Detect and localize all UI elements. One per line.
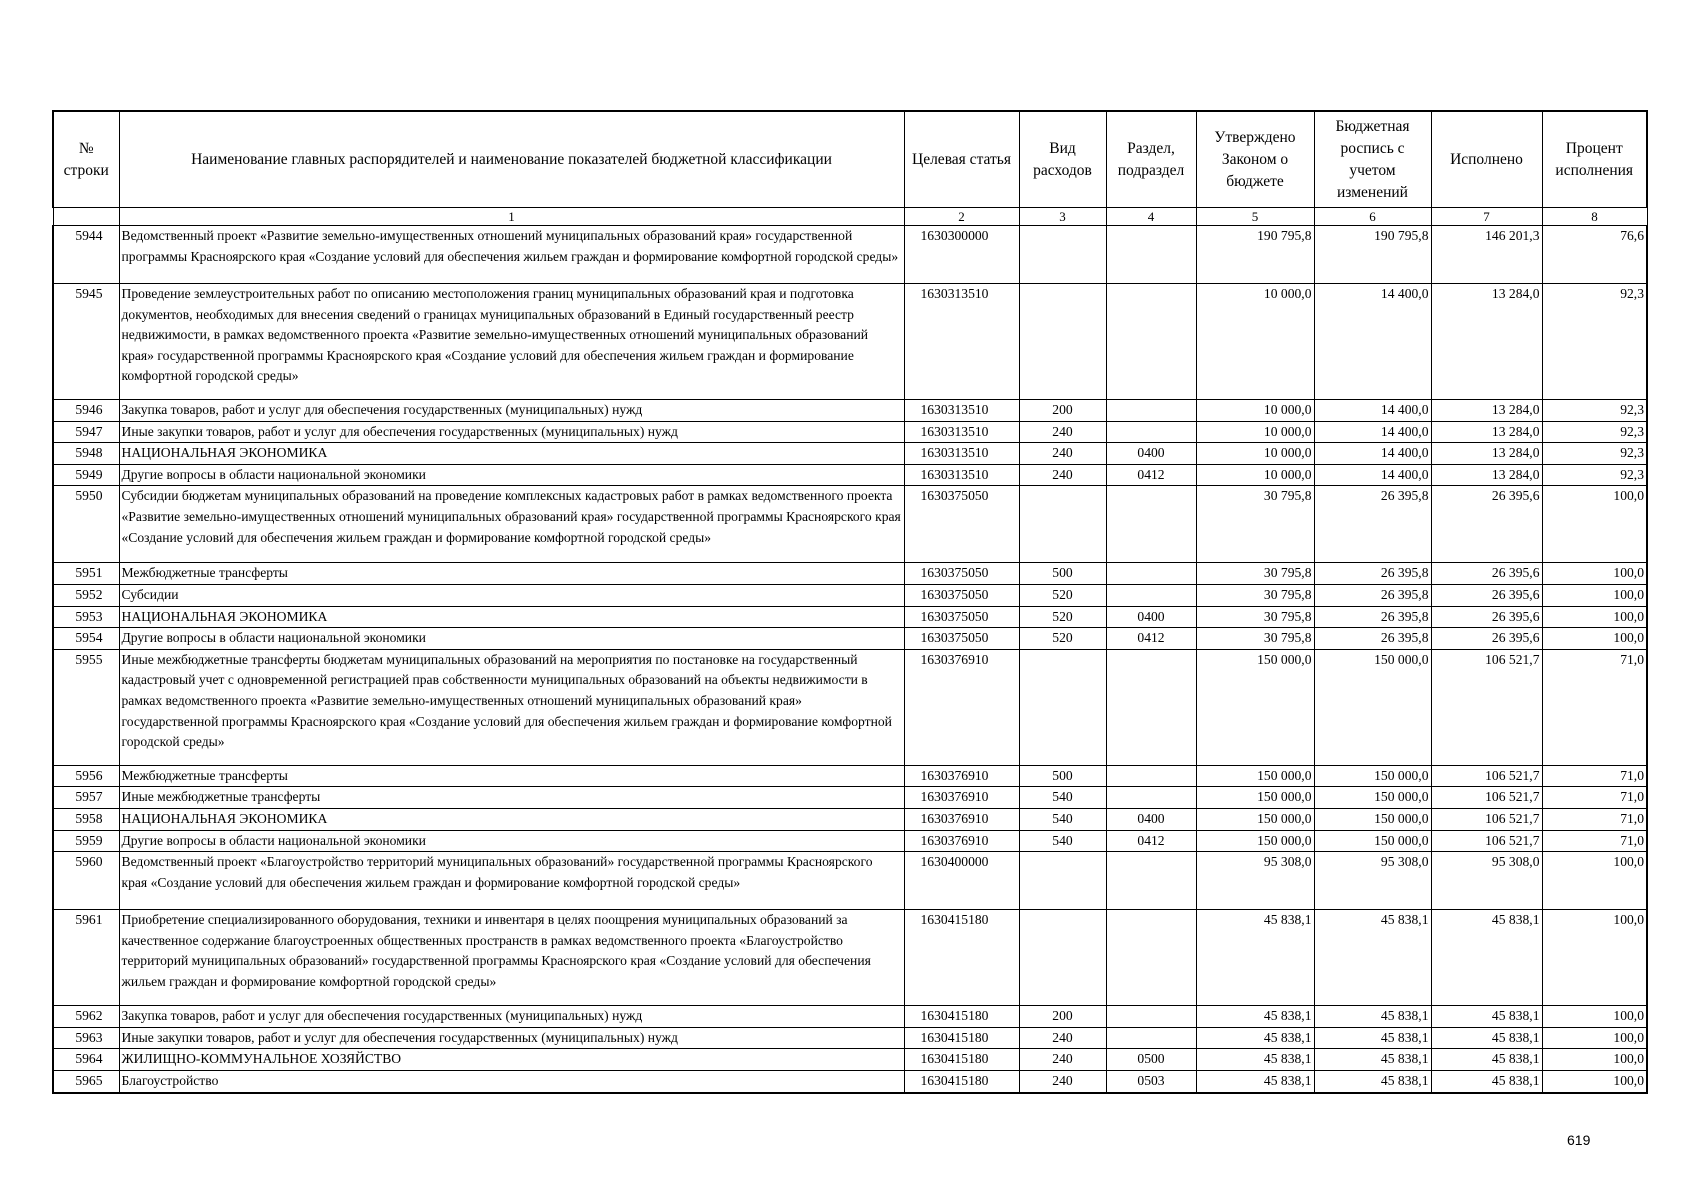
table-row <box>53 284 1647 400</box>
table-row <box>53 649 1647 765</box>
row-budget-schedule: 26 395,8 <box>1314 486 1431 563</box>
row-expense-type: 240 <box>1019 443 1106 465</box>
row-budget-schedule: 14 400,0 <box>1314 400 1431 422</box>
row-target-article: 1630313510 <box>904 284 1019 400</box>
row-number: 5964 <box>53 1049 119 1071</box>
row-number: 5948 <box>53 443 119 465</box>
row-budget-schedule: 150 000,0 <box>1314 830 1431 852</box>
row-number: 5946 <box>53 400 119 422</box>
column-number: 3 <box>1019 208 1106 226</box>
table-row <box>53 1006 1647 1028</box>
row-number: 5958 <box>53 808 119 830</box>
row-approved: 10 000,0 <box>1196 284 1314 400</box>
table-row <box>53 486 1647 563</box>
row-approved: 45 838,1 <box>1196 1006 1314 1028</box>
row-target-article: 1630415180 <box>904 1006 1019 1028</box>
row-executed: 26 395,6 <box>1431 584 1542 606</box>
row-name: НАЦИОНАЛЬНАЯ ЭКОНОМИКА <box>119 808 904 830</box>
row-executed: 13 284,0 <box>1431 464 1542 486</box>
row-expense-type: 540 <box>1019 830 1106 852</box>
table-row <box>53 1070 1647 1092</box>
column-number: 7 <box>1431 208 1542 226</box>
header-section: Раздел, подраздел <box>1106 111 1196 208</box>
column-number: 5 <box>1196 208 1314 226</box>
row-executed: 26 395,6 <box>1431 563 1542 585</box>
row-approved: 30 795,8 <box>1196 563 1314 585</box>
row-target-article: 1630375050 <box>904 584 1019 606</box>
row-percent: 71,0 <box>1542 830 1647 852</box>
row-target-article: 1630376910 <box>904 808 1019 830</box>
row-section: 0412 <box>1106 628 1196 650</box>
row-percent: 92,3 <box>1542 284 1647 400</box>
table-row <box>53 852 1647 910</box>
row-budget-schedule: 45 838,1 <box>1314 1049 1431 1071</box>
row-target-article: 1630313510 <box>904 464 1019 486</box>
row-number: 5955 <box>53 649 119 765</box>
row-section: 0400 <box>1106 808 1196 830</box>
row-executed: 106 521,7 <box>1431 787 1542 809</box>
row-section: 0412 <box>1106 464 1196 486</box>
row-percent: 100,0 <box>1542 628 1647 650</box>
row-section <box>1106 765 1196 787</box>
row-percent: 100,0 <box>1542 563 1647 585</box>
row-target-article: 1630375050 <box>904 486 1019 563</box>
table-row <box>53 584 1647 606</box>
row-approved: 45 838,1 <box>1196 910 1314 1006</box>
row-target-article: 1630415180 <box>904 1049 1019 1071</box>
row-percent: 100,0 <box>1542 910 1647 1006</box>
column-number: 2 <box>904 208 1019 226</box>
row-name: Закупка товаров, работ и услуг для обеспечения государственных (муниципальных) нужд <box>119 1006 904 1028</box>
row-target-article: 1630375050 <box>904 606 1019 628</box>
row-budget-schedule: 45 838,1 <box>1314 1070 1431 1092</box>
row-budget-schedule: 26 395,8 <box>1314 584 1431 606</box>
column-number: 8 <box>1542 208 1647 226</box>
row-section <box>1106 584 1196 606</box>
row-section: 0400 <box>1106 443 1196 465</box>
row-percent: 71,0 <box>1542 787 1647 809</box>
row-name: Межбюджетные трансферты <box>119 563 904 585</box>
row-number: 5959 <box>53 830 119 852</box>
row-percent: 100,0 <box>1542 1049 1647 1071</box>
row-name: Благоустройство <box>119 1070 904 1092</box>
table-row <box>53 400 1647 422</box>
column-number: 6 <box>1314 208 1431 226</box>
row-budget-schedule: 150 000,0 <box>1314 787 1431 809</box>
row-budget-schedule: 45 838,1 <box>1314 910 1431 1006</box>
row-number: 5962 <box>53 1006 119 1028</box>
row-approved: 150 000,0 <box>1196 787 1314 809</box>
row-approved: 10 000,0 <box>1196 464 1314 486</box>
row-name: Закупка товаров, работ и услуг для обеспечения государственных (муниципальных) нужд <box>119 400 904 422</box>
table-row <box>53 910 1647 1006</box>
table-row <box>53 830 1647 852</box>
row-executed: 95 308,0 <box>1431 852 1542 910</box>
row-budget-schedule: 45 838,1 <box>1314 1006 1431 1028</box>
row-budget-schedule: 190 795,8 <box>1314 226 1431 284</box>
header-budget-schedule: Бюджетная роспись с учетом изменений <box>1314 111 1431 208</box>
row-section <box>1106 226 1196 284</box>
row-name: Другие вопросы в области национальной экономики <box>119 830 904 852</box>
row-percent: 100,0 <box>1542 486 1647 563</box>
row-number: 5947 <box>53 421 119 443</box>
row-name: Иные закупки товаров, работ и услуг для обеспечения государственных (муниципальных) нужд <box>119 1027 904 1049</box>
row-section <box>1106 400 1196 422</box>
row-name: НАЦИОНАЛЬНАЯ ЭКОНОМИКА <box>119 443 904 465</box>
row-section: 0412 <box>1106 830 1196 852</box>
row-name: Субсидии бюджетам муниципальных образований на проведение комплексных кадастровых работ в рамках ведомственного проекта «Развитие земельно-имущественных отношений муниципальных образований края» государственной программы Красноярского края «Создание условий для обеспечения жильем граждан и формирование комфортной городской среды» <box>119 486 904 563</box>
row-approved: 45 838,1 <box>1196 1027 1314 1049</box>
row-name: Ведомственный проект «Развитие земельно-имущественных отношений муниципальных образований края» государственной программы Красноярского края «Создание условий для обеспечения жильем граждан и формирование комфортной городской среды» <box>119 226 904 284</box>
row-number: 5954 <box>53 628 119 650</box>
row-name: Ведомственный проект «Благоустройство территорий муниципальных образований» государственной программы Красноярского края «Создание условий для обеспечения жильем граждан и формирование комфортной городской среды» <box>119 852 904 910</box>
row-number: 5950 <box>53 486 119 563</box>
row-expense-type: 240 <box>1019 1027 1106 1049</box>
row-section: 0503 <box>1106 1070 1196 1092</box>
row-name: НАЦИОНАЛЬНАЯ ЭКОНОМИКА <box>119 606 904 628</box>
row-budget-schedule: 14 400,0 <box>1314 464 1431 486</box>
row-approved: 45 838,1 <box>1196 1070 1314 1092</box>
row-executed: 26 395,6 <box>1431 628 1542 650</box>
row-section <box>1106 787 1196 809</box>
row-section <box>1106 852 1196 910</box>
row-name: Иные закупки товаров, работ и услуг для обеспечения государственных (муниципальных) нужд <box>119 421 904 443</box>
table-row <box>53 563 1647 585</box>
row-section <box>1106 421 1196 443</box>
row-approved: 10 000,0 <box>1196 400 1314 422</box>
row-section <box>1106 1027 1196 1049</box>
row-expense-type: 540 <box>1019 808 1106 830</box>
row-section <box>1106 284 1196 400</box>
row-target-article: 1630376910 <box>904 765 1019 787</box>
row-expense-type: 200 <box>1019 400 1106 422</box>
row-budget-schedule: 14 400,0 <box>1314 421 1431 443</box>
row-section <box>1106 486 1196 563</box>
row-approved: 10 000,0 <box>1196 421 1314 443</box>
header-approved: Утверждено Законом о бюджете <box>1196 111 1314 208</box>
row-approved: 30 795,8 <box>1196 584 1314 606</box>
table-row <box>53 421 1647 443</box>
row-expense-type: 240 <box>1019 1070 1106 1092</box>
row-budget-schedule: 45 838,1 <box>1314 1027 1431 1049</box>
row-executed: 45 838,1 <box>1431 910 1542 1006</box>
row-number: 5944 <box>53 226 119 284</box>
row-name: Иные межбюджетные трансферты бюджетам муниципальных образований на мероприятия по постановке на государственный кадастровый учет с одновременной регистрацией прав собственности муниципальных образований на объекты недвижимости в рамках ведомственного проекта «Развитие земельно-имущественных отношений муниципальных образований края» государственной программы Красноярского края «Создание условий для обеспечения жильем граждан и формирование комфортной городской среды» <box>119 649 904 765</box>
row-target-article: 1630376910 <box>904 649 1019 765</box>
table-row <box>53 628 1647 650</box>
page-number: 619 <box>1567 1132 1591 1148</box>
row-approved: 30 795,8 <box>1196 486 1314 563</box>
budget-table-container <box>52 110 1646 1094</box>
row-target-article: 1630415180 <box>904 1070 1019 1092</box>
row-expense-type: 540 <box>1019 787 1106 809</box>
row-target-article: 1630376910 <box>904 830 1019 852</box>
row-target-article: 1630400000 <box>904 852 1019 910</box>
row-percent: 92,3 <box>1542 421 1647 443</box>
row-section <box>1106 563 1196 585</box>
row-expense-type: 240 <box>1019 464 1106 486</box>
row-executed: 45 838,1 <box>1431 1049 1542 1071</box>
row-number: 5957 <box>53 787 119 809</box>
row-number: 5952 <box>53 584 119 606</box>
row-percent: 100,0 <box>1542 1070 1647 1092</box>
row-target-article: 1630313510 <box>904 421 1019 443</box>
row-number: 5965 <box>53 1070 119 1092</box>
table-body <box>53 226 1647 1093</box>
row-target-article: 1630415180 <box>904 910 1019 1006</box>
row-section: 0500 <box>1106 1049 1196 1071</box>
row-target-article: 1630376910 <box>904 787 1019 809</box>
row-expense-type <box>1019 852 1106 910</box>
table-row <box>53 1049 1647 1071</box>
row-approved: 45 838,1 <box>1196 1049 1314 1071</box>
row-expense-type <box>1019 910 1106 1006</box>
row-number: 5961 <box>53 910 119 1006</box>
table-row <box>53 464 1647 486</box>
header-target-article: Целевая статья <box>904 111 1019 208</box>
table-row <box>53 1027 1647 1049</box>
row-target-article: 1630375050 <box>904 628 1019 650</box>
row-number: 5945 <box>53 284 119 400</box>
row-number: 5960 <box>53 852 119 910</box>
row-approved: 150 000,0 <box>1196 765 1314 787</box>
row-percent: 100,0 <box>1542 606 1647 628</box>
row-percent: 71,0 <box>1542 808 1647 830</box>
row-budget-schedule: 95 308,0 <box>1314 852 1431 910</box>
row-section <box>1106 649 1196 765</box>
row-name: Проведение землеустроительных работ по описанию местоположения границ муниципальных образований края и подготовка документов, необходимых для внесения сведений о границах муниципальных образований в Единый государственный реестр недвижимости, в рамках ведомственного проекта «Развитие земельно-имущественных отношений муниципальных образований края» государственной программы Красноярского края «Создание условий для обеспечения жильем граждан и формирование комфортной городской среды» <box>119 284 904 400</box>
column-number: 1 <box>119 208 904 226</box>
row-expense-type <box>1019 486 1106 563</box>
row-executed: 146 201,3 <box>1431 226 1542 284</box>
row-budget-schedule: 150 000,0 <box>1314 808 1431 830</box>
row-budget-schedule: 14 400,0 <box>1314 443 1431 465</box>
row-approved: 30 795,8 <box>1196 628 1314 650</box>
row-number: 5953 <box>53 606 119 628</box>
row-executed: 13 284,0 <box>1431 400 1542 422</box>
column-number-row <box>53 208 1647 226</box>
row-name: Межбюджетные трансферты <box>119 765 904 787</box>
row-executed: 106 521,7 <box>1431 808 1542 830</box>
row-percent: 76,6 <box>1542 226 1647 284</box>
row-percent: 100,0 <box>1542 852 1647 910</box>
row-expense-type <box>1019 284 1106 400</box>
row-section: 0400 <box>1106 606 1196 628</box>
row-expense-type: 240 <box>1019 421 1106 443</box>
row-name: Субсидии <box>119 584 904 606</box>
table-row <box>53 443 1647 465</box>
row-executed: 13 284,0 <box>1431 284 1542 400</box>
row-name: Другие вопросы в области национальной экономики <box>119 628 904 650</box>
row-executed: 13 284,0 <box>1431 421 1542 443</box>
table-row <box>53 787 1647 809</box>
row-percent: 71,0 <box>1542 649 1647 765</box>
header-expense-type: Вид расходов <box>1019 111 1106 208</box>
row-executed: 106 521,7 <box>1431 830 1542 852</box>
row-number: 5963 <box>53 1027 119 1049</box>
column-number-blank <box>53 208 119 226</box>
row-percent: 92,3 <box>1542 400 1647 422</box>
row-target-article: 1630415180 <box>904 1027 1019 1049</box>
row-executed: 106 521,7 <box>1431 765 1542 787</box>
row-expense-type: 240 <box>1019 1049 1106 1071</box>
row-target-article: 1630300000 <box>904 226 1019 284</box>
row-target-article: 1630313510 <box>904 443 1019 465</box>
row-expense-type <box>1019 226 1106 284</box>
row-executed: 26 395,6 <box>1431 486 1542 563</box>
row-expense-type: 520 <box>1019 584 1106 606</box>
budget-execution-table <box>52 110 1648 1094</box>
row-budget-schedule: 150 000,0 <box>1314 649 1431 765</box>
row-name: ЖИЛИЩНО-КОММУНАЛЬНОЕ ХОЗЯЙСТВО <box>119 1049 904 1071</box>
row-executed: 45 838,1 <box>1431 1006 1542 1028</box>
row-executed: 13 284,0 <box>1431 443 1542 465</box>
row-approved: 95 308,0 <box>1196 852 1314 910</box>
row-expense-type <box>1019 649 1106 765</box>
column-number: 4 <box>1106 208 1196 226</box>
row-number: 5949 <box>53 464 119 486</box>
row-name: Другие вопросы в области национальной экономики <box>119 464 904 486</box>
row-percent: 100,0 <box>1542 584 1647 606</box>
row-target-article: 1630375050 <box>904 563 1019 585</box>
header-row-no: № строки <box>53 111 119 208</box>
row-executed: 45 838,1 <box>1431 1070 1542 1092</box>
row-section <box>1106 910 1196 1006</box>
row-approved: 150 000,0 <box>1196 649 1314 765</box>
row-percent: 92,3 <box>1542 443 1647 465</box>
row-number: 5956 <box>53 765 119 787</box>
row-percent: 100,0 <box>1542 1006 1647 1028</box>
row-budget-schedule: 150 000,0 <box>1314 765 1431 787</box>
header-percent: Процент исполнения <box>1542 111 1647 208</box>
row-executed: 26 395,6 <box>1431 606 1542 628</box>
row-approved: 30 795,8 <box>1196 606 1314 628</box>
header-name: Наименование главных распорядителей и наименование показателей бюджетной классификации <box>119 111 904 208</box>
row-expense-type: 520 <box>1019 606 1106 628</box>
row-name: Приобретение специализированного оборудования, техники и инвентаря в целях поощрения муниципальных образований за качественное содержание благоустроенных общественных пространств в рамках ведомственного проекта «Благоустройство территорий муниципальных образований» государственной программы Красноярского края «Создание условий для обеспечения жильем граждан и формирование комфортной городской среды» <box>119 910 904 1006</box>
row-executed: 45 838,1 <box>1431 1027 1542 1049</box>
table-row <box>53 226 1647 284</box>
row-target-article: 1630313510 <box>904 400 1019 422</box>
row-name: Иные межбюджетные трансферты <box>119 787 904 809</box>
row-percent: 100,0 <box>1542 1027 1647 1049</box>
row-percent: 71,0 <box>1542 765 1647 787</box>
table-row <box>53 606 1647 628</box>
header-row <box>53 111 1647 208</box>
row-section <box>1106 1006 1196 1028</box>
row-expense-type: 500 <box>1019 765 1106 787</box>
row-budget-schedule: 26 395,8 <box>1314 563 1431 585</box>
row-approved: 10 000,0 <box>1196 443 1314 465</box>
row-approved: 150 000,0 <box>1196 830 1314 852</box>
row-budget-schedule: 14 400,0 <box>1314 284 1431 400</box>
header-executed: Исполнено <box>1431 111 1542 208</box>
row-percent: 92,3 <box>1542 464 1647 486</box>
row-budget-schedule: 26 395,8 <box>1314 606 1431 628</box>
row-approved: 190 795,8 <box>1196 226 1314 284</box>
row-expense-type: 520 <box>1019 628 1106 650</box>
row-number: 5951 <box>53 563 119 585</box>
row-budget-schedule: 26 395,8 <box>1314 628 1431 650</box>
table-row <box>53 765 1647 787</box>
row-expense-type: 200 <box>1019 1006 1106 1028</box>
table-row <box>53 808 1647 830</box>
row-approved: 150 000,0 <box>1196 808 1314 830</box>
row-executed: 106 521,7 <box>1431 649 1542 765</box>
row-expense-type: 500 <box>1019 563 1106 585</box>
